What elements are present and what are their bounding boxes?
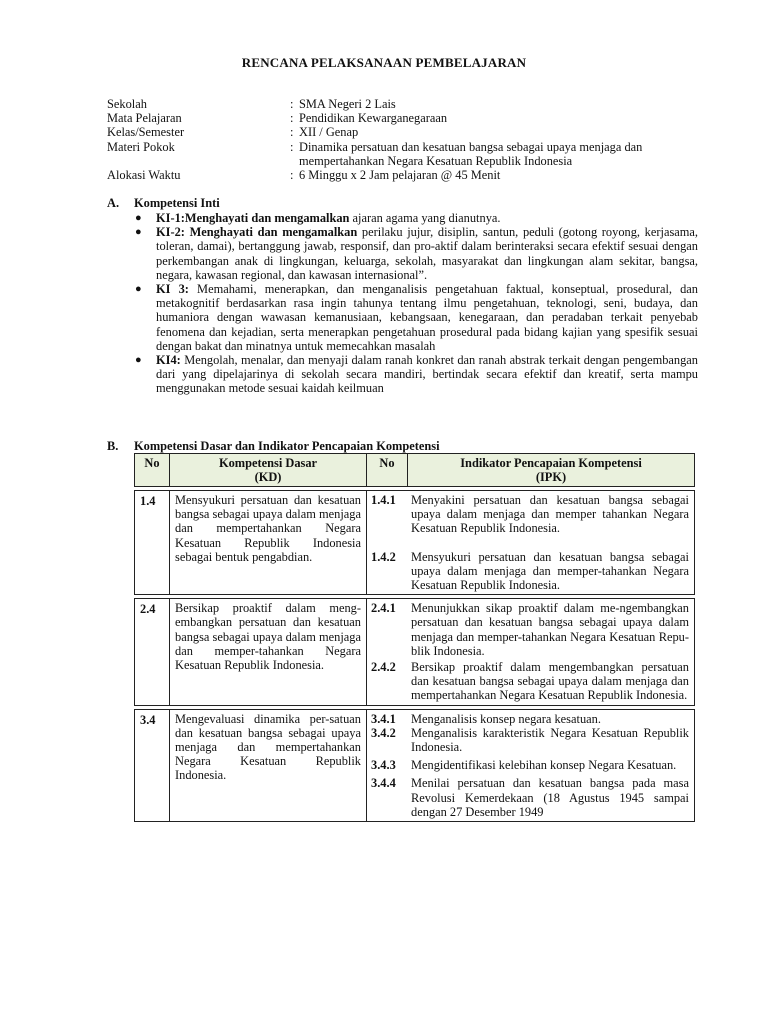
kd-text: Mengevaluasi dinamika per-satuan dan kesatuan bangsa sebagai upaya menjaga dan mempertahankan Negara Kesatuan Republik Indonesia. [170,709,367,821]
identity-value: Dinamika persatuan dan kesatuan bangsa sebagai upaya menjaga dan mempertahankan Negara Kesatuan Republik Indonesia [299,139,643,168]
section-letter: A. [107,196,120,210]
indicator-text: Menyakini persatuan dan kesatuan bangsa sebagai upaya dalam menjaga dan memper tahankan Negara Kesatuan Republik Indonesia. [411,493,689,536]
indicator-text: Menganalisis karakteristik Negara Kesatuan Republik Indonesia. [411,725,689,755]
header-kd-title: Kompetensi Dasar [218,456,318,470]
identity-colon: : [290,97,294,111]
indicator-row [367,776,689,819]
indicator-number: 3.4.2 [371,725,396,740]
kd-text: Mensyukuri persatuan dan kesatuan bangsa sebagai upaya dalam menjaga dan mempertahankan Negara Kesatuan Republik Indonesia sebagai bentuk pengabdian. [170,491,367,595]
indicator-text: Bersikap proaktif dalam mengembangkan persatuan dan kesatuan bangsa sebagai upaya dalam menjaga dan mempertahankan Negara Kesatuan Republik Indonesia. [411,660,689,703]
bullet-icon: ● [135,354,142,367]
list-item [134,282,698,353]
competency-table [134,453,695,822]
indicator-row [367,493,689,536]
kd-number: 3.4 [135,709,170,821]
header-no: No [367,454,408,487]
indicator-row [367,726,689,754]
ki-lead: KI-2: Menghayati dan mengamalkan [156,225,358,240]
identity-block [107,97,707,182]
document-title: RENCANA PELAKSANAAN PEMBELAJARAN [241,55,527,70]
identity-colon: : [290,168,294,183]
indicator-text: Menunjukkan sikap proaktif dalam me-ngembangkan persatuan dan kesatuan bangsa sebagai upaya dalam menjaga dan memper-tahankan Negara Kesatuan Repu-blik Indonesia. [411,601,689,658]
indicator-number: 2.4.1 [371,601,396,616]
section-b-heading [107,439,440,453]
identity-row-class [107,125,707,139]
ki-lead: KI4: [156,353,181,368]
kd-text: Bersikap proaktif dalam meng-embangkan persatuan dan kesatuan bangsa sebagai upaya dalam menjaga dan memper-tahankan Negara Kesatuan Republik Indonesia. [170,599,367,705]
ki-text: Memahami, menerapkan, dan menganalisis pengetahuan faktual, konseptual, prosedural, dan metakognitif berdasarkan rasa ingin tahunya tentang ilmu pengetahuan, teknologi, seni, budaya, dan humaniora dengan wawasan kemanusiaan, kebangsaan, kenegaraan, dan peradaban terkait penyebab fenomena dan kejadian, serta menerapkan pengetahuan prosedural pada bidang kajian yang spesifik sesuai dengan bakat dan minatnya untuk memecahkan masalah [156,282,698,353]
indicator-row [367,601,689,658]
section-letter: B. [107,439,119,453]
kd-number: 1.4 [135,491,170,595]
identity-colon: : [290,139,294,154]
table-header-row [135,454,695,487]
indicator-number: 3.4.3 [371,758,396,773]
identity-row-time [107,168,707,182]
ki-text: ajaran agama yang dianutnya. [349,211,501,225]
header-kd-sub: (KD) [254,470,282,484]
identity-colon: : [290,111,294,126]
header-kd [170,454,367,487]
indicator-text: Menilai persatuan dan kesatuan bangsa pada masa Revolusi Kemerdekaan (18 Agustus 1945 sampai dengan 27 Desember 1949 [411,776,689,819]
section-a-heading [107,196,220,210]
bullet-icon: ● [135,226,142,239]
table-row [135,709,695,821]
ipk-cell [367,491,695,595]
section-title: Kompetensi Inti [134,196,220,210]
header-ipk-title: Indikator Pencapaian Kompetensi [460,456,642,470]
core-competency-list [134,211,698,396]
ipk-cell [367,599,695,705]
identity-value: Pendidikan Kewarganegaraan [299,111,448,126]
indicator-text: Menganalisis konsep negara kesatuan. [411,711,601,726]
identity-label: Materi Pokok [107,139,175,154]
indicator-number: 3.4.1 [371,711,396,726]
header-ipk [408,454,695,487]
indicator-number: 1.4.2 [371,549,396,564]
ki-text: Mengolah, menalar, dan menyaji dalam ranah konkret dan ranah abstrak terkait dengan pengembangan dari yang dipelajarinya di sekolah secara mandiri, bertindak secara efektif dan kreatif, serta mampu menggunakan metode sesuai kaidah keilmuan [156,353,698,396]
identity-label: Alokasi Waktu [107,168,181,183]
ki-lead: KI-1:Menghayati dan mengamalkan [156,211,350,225]
indicator-row [367,758,689,772]
bullet-icon: ● [135,212,142,224]
indicator-row [367,712,689,726]
indicator-text: Mensyukuri persatuan dan kesatuan bangsa sebagai upaya dalam menjaga dan memper-tahankan Negara Kesatuan Republik Indonesia. [411,549,689,593]
identity-value: 6 Minggu x 2 Jam pelajaran @ 45 Menit [299,168,501,183]
list-item [134,353,698,396]
list-item [134,211,698,225]
identity-label: Kelas/Semester [107,125,185,140]
section-title: Kompetensi Dasar dan Indikator Pencapaian Kompetensi [134,439,440,453]
indicator-row [367,550,689,593]
identity-label: Sekolah [107,97,147,111]
identity-colon: : [290,125,294,140]
identity-value: XII / Genap [299,125,359,140]
kd-number: 2.4 [135,599,170,705]
table-row [135,599,695,705]
list-item [134,225,698,282]
header-no: No [135,454,170,487]
indicator-text: Mengidentifikasi kelebihan konsep Negara Kesatuan. [411,758,677,773]
identity-value: SMA Negeri 2 Lais [299,97,396,111]
indicator-row [367,660,689,703]
ki-lead: KI 3: [156,282,189,297]
identity-row-subject [107,111,707,125]
indicator-number: 1.4.1 [371,493,396,507]
indicator-number: 3.4.4 [371,776,396,791]
identity-row-school [107,97,707,111]
identity-row-topic [107,140,707,168]
table-row [135,491,695,595]
identity-label: Mata Pelajaran [107,111,182,126]
header-ipk-sub: (IPK) [535,470,567,484]
indicator-number: 2.4.2 [371,660,396,675]
ipk-cell [367,709,695,821]
bullet-icon: ● [135,283,142,296]
ki-text: perilaku jujur, disiplin, santun, peduli (gotong royong, kerjasama, toleran, damai), bertanggung jawab, responsif, dan pro-aktif dalam berinteraksi secara efektif sesuai dengan perkembangan anak di lingkungan, keluarga, sekolah, masyarakat dan lingkungan alam sekitar, bangsa, negara, kawasan regional, dan kawasan internasional”. [156,225,698,282]
